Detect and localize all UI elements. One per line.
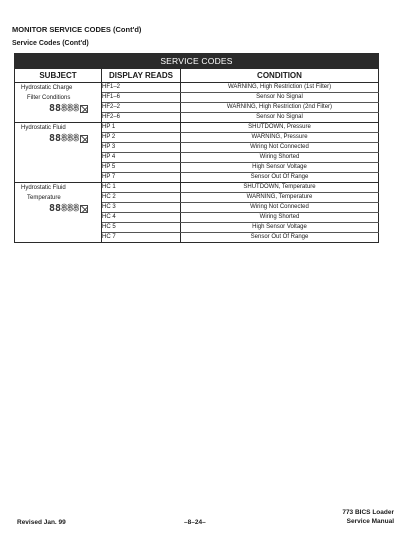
lcd-digit-icon: 8	[73, 102, 79, 114]
lcd-digit-icon: 8	[73, 132, 79, 144]
column-header-condition: CONDITION	[181, 69, 379, 83]
lcd-digit-icon: 8	[67, 102, 73, 114]
display-code: HP 5	[102, 163, 181, 173]
display-code: HC 3	[102, 203, 181, 213]
lcd-digit-icon: 8	[61, 202, 67, 214]
display-code: HF1–2	[102, 83, 181, 93]
display-code: HP 2	[102, 133, 181, 143]
display-code: HC 2	[102, 193, 181, 203]
condition-text: WARNING, High Restriction (2nd Filter)	[181, 103, 379, 113]
table-title: SERVICE CODES	[15, 54, 379, 69]
subject-label: Temperature	[27, 195, 61, 201]
condition-text: WARNING, High Restriction (1st Filter)	[181, 83, 379, 93]
lcd-digit-icon: 8	[61, 102, 67, 114]
display-code: HF2–6	[102, 113, 181, 123]
condition-text: Sensor No Signal	[181, 93, 379, 103]
lcd-digit-icon: 8	[49, 202, 55, 214]
display-code: HC 4	[102, 213, 181, 223]
lcd-box-icon	[80, 205, 88, 213]
lcd-digits-icon	[15, 103, 101, 114]
subject-label: Hydrostatic Fluid	[21, 125, 66, 131]
condition-text: Wiring Not Connected	[181, 143, 379, 153]
condition-text: Sensor No Signal	[181, 113, 379, 123]
lcd-digit-icon: 8	[55, 202, 61, 214]
lcd-box-icon	[80, 105, 88, 113]
display-code: HP 7	[102, 173, 181, 183]
condition-text: Wiring Not Connected	[181, 203, 379, 213]
manual-name: Service Manual	[346, 517, 394, 525]
table-body	[15, 83, 379, 243]
subject-label: Hydrostatic Fluid	[21, 185, 66, 191]
section-subheading: Service Codes (Cont'd)	[12, 40, 89, 47]
condition-text: Wiring Shorted	[181, 153, 379, 163]
lcd-digit-icon: 8	[49, 132, 55, 144]
lcd-digit-icon: 8	[61, 132, 67, 144]
page-number: –8–24–	[184, 519, 206, 526]
lcd-digit-icon: 8	[55, 102, 61, 114]
display-code: HC 1	[102, 183, 181, 193]
table-row	[15, 123, 379, 133]
condition-text: Wiring Shorted	[181, 213, 379, 223]
lcd-digits-icon	[15, 133, 101, 144]
subject-cell	[15, 183, 102, 243]
display-code: HF2–2	[102, 103, 181, 113]
revision-date: Revised Jan. 99	[17, 519, 66, 526]
display-code: HP 3	[102, 143, 181, 153]
lcd-digit-icon: 8	[67, 132, 73, 144]
display-code: HP 4	[102, 153, 181, 163]
column-header-display-reads: DISPLAY READS	[102, 69, 181, 83]
table-row	[15, 183, 379, 193]
condition-text: WARNING, Pressure	[181, 133, 379, 143]
condition-text: SHUTDOWN, Pressure	[181, 123, 379, 133]
model-name: 773 BICS Loader	[342, 509, 394, 516]
condition-text: High Sensor Voltage	[181, 163, 379, 173]
lcd-digits-icon	[15, 203, 101, 214]
subject-cell	[15, 123, 102, 183]
service-codes-table	[14, 53, 379, 243]
table-row	[15, 83, 379, 93]
display-code: HF1–6	[102, 93, 181, 103]
display-code: HC 5	[102, 223, 181, 233]
column-header-subject: SUBJECT	[15, 69, 102, 83]
section-heading: MONITOR SERVICE CODES (Cont'd)	[12, 25, 142, 34]
lcd-digit-icon: 8	[73, 202, 79, 214]
lcd-digit-icon: 8	[49, 102, 55, 114]
footer-manual-info	[342, 509, 394, 526]
display-code: HC 7	[102, 233, 181, 243]
condition-text: SHUTDOWN, Temperature	[181, 183, 379, 193]
subject-cell	[15, 83, 102, 123]
lcd-box-icon	[80, 135, 88, 143]
condition-text: Sensor Out Of Range	[181, 233, 379, 243]
lcd-digit-icon: 8	[67, 202, 73, 214]
condition-text: WARNING, Temperature	[181, 193, 379, 203]
condition-text: High Sensor Voltage	[181, 223, 379, 233]
lcd-digit-icon: 8	[55, 132, 61, 144]
condition-text: Sensor Out Of Range	[181, 173, 379, 183]
display-code: HP 1	[102, 123, 181, 133]
subject-label: Hydrostatic Charge	[21, 85, 73, 91]
subject-label: Filter Conditions	[27, 95, 71, 101]
